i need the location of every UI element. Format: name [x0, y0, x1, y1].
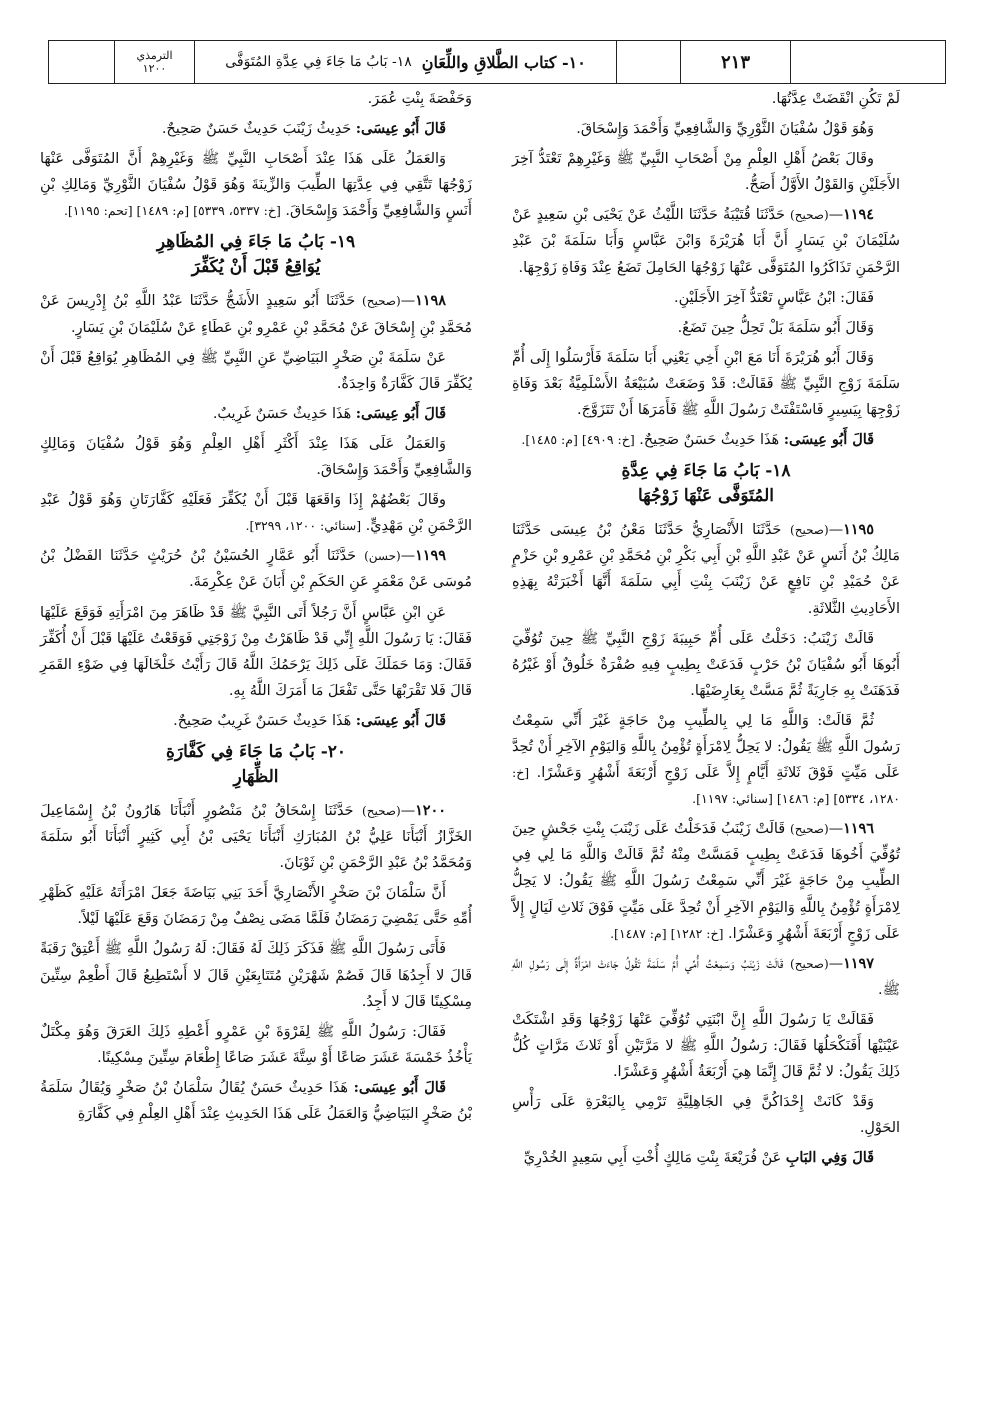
hadith-text: حَدَّثَنَا أَبُو سَعِيدٍ الأَشَجُّ حَدَّثَنَا عَبْدُ اللَّهِ بْنُ إِدْرِيسَ عَنْ مُحَمَّدِ بْنِ إِسْحَاقَ عَنْ مُحَمَّدِ بْنِ عَمْرِو بْنِ عَطَاءٍ عَنْ سُلَيْمَانَ بْنِ يَسَارٍ. [40, 293, 472, 336]
chapter-heading-line: يُوَاقِعُ قَبْلَ أَنْ يُكَفِّرَ [191, 257, 321, 278]
abu-isa-label: قَالَ أَبُو عِيسَى: [355, 120, 446, 138]
grading-text: حَدِيثُ زَيْنَبَ حَدِيثٌ حَسَنٌ صَحِيحٌ. [161, 121, 356, 138]
hadith-number: ١١٩٥ [843, 521, 874, 539]
hadith-text: حَدَّثَنَا الأَنْصَارِيُّ حَدَّثَنَا مَعْنُ بْنُ عِيسَى حَدَّثَنَا مَالِكُ بْنُ أَنَسٍ عَنْ عَبْدِ اللَّهِ بْنِ أَبِي بَكْرِ بْنِ مُحَمَّدِ بْنِ عَمْرِو بْنِ حَزْمٍ عَنْ حُمَيْدِ بْنِ نَافِعٍ عَنْ زَيْنَبَ بِنْتِ أَبِي سَلَمَةَ أَنَّهَا أَخْبَرَتْهُ بِهَذِهِ الأَحَادِيثِ الثَّلاثَةِ. [512, 522, 900, 617]
hadith-number: ١١٩٨ [415, 292, 446, 310]
page-number: ٢١٣ [681, 41, 791, 83]
paragraph: فَأَتَى رَسُولَ اللَّهِ ﷺ فَذَكَرَ ذَلِكَ لَهُ فَقَالَ: لَهُ رَسُولُ اللَّهِ ﷺ أَعْتِقْ رَقَبَةً قَالَ لا أَجِدُهَا قَالَ فَصُمْ شَهْرَيْنِ مُتَتَابِعَيْنِ قَالَ لا أَسْتَطِيعُ قَالَ أَطْعِمْ سِتِّينَ مِسْكِينًا قَالَ لا أَجِدُ. [40, 941, 472, 1010]
paragraph: لَمْ تَكُنِ انْقَضَتْ عِدَّتُهَا. [771, 91, 900, 107]
paragraph-text: وقَالَ بَعْضُهُمْ إِذَا وَاقَعَهَا قَبْلَ أَنْ يُكَفِّرَ فَعَلَيْهِ كَفَّارَتَانِ وَهُوَ قَوْلُ عَبْدِ الرَّحْمَنِ بْنِ مَهْدِيٍّ. [40, 492, 472, 535]
hadith-text: قَالَتْ زَيْنَبُ وَسَمِعْتُ أُمِّي أُمَّ سَلَمَةَ تَقُولُ جَاءَتْ امْرَأَةٌ إِلَى رَسُولِ اللَّهِ ﷺ. [512, 955, 900, 998]
right-column [512, 86, 900, 1175]
paragraph: عَنِ ابْنِ عَبَّاسٍ أَنَّ رَجُلاً أَتَى النَّبِيَّ ﷺ قَدْ ظَاهَرَ مِنَ امْرَأَتِهِ فَوَقَعَ عَلَيْهَا فَقَالَ: يَا رَسُولَ اللَّهِ إِنِّي قَدْ ظَاهَرْتُ مِنْ زَوْجَتِي فَوَقَعْتُ عَلَيْهَا قَبْلَ أَنْ أُكَفِّرَ فَقَالَ: وَمَا حَمَلَكَ عَلَى ذَلِكَ يَرْحَمُكَ اللَّهُ قَالَ رَأَيْتُ خَلْخَالَهَا فِي ضَوْءِ القَمَرِ قَالَ فَلا تَقْرَبْهَا حَتَّى تَفْعَلَ مَا أَمَرَكَ اللَّهُ بِهِ. [40, 604, 472, 699]
chapter-heading-line: ٢٠- بَابُ مَا جَاءَ فِي كَفَّارَةِ [165, 741, 347, 762]
paragraph: وَقَالَ أَبُو سَلَمَةَ بَلْ تَحِلُّ حِينَ تَضَعُ. [677, 319, 874, 336]
hadith-grade: (صحيح) [790, 822, 829, 837]
hadith-1196: ١١٩٦—(صحيح) قَالَتْ زَيْنَبُ فَدَخَلْتُ عَلَى زَيْنَبَ بِنْتِ جَحْشٍ حِينَ تُوُفِّيَ أَخُوهَا فَدَعَتْ بِطِيبٍ فَمَسَّتْ مِنْهُ ثُمَّ قَالَتْ وَاللَّهِ مَا لِي فِي الطِّيبِ مِنْ حَاجَةٍ غَيْرَ أَنِّي سَمِعْتُ رَسُولَ اللَّهِ ﷺ يَقُولُ: لا يَحِلُّ لِامْرَأَةٍ تُؤْمِنُ بِاللَّهِ وَاليَوْمِ الآخِرِ أَنْ تُحِدَّ عَلَى مَيِّتٍ فَوْقَ ثَلاثِ لَيَالٍ إِلاَّ عَلَى زَوْجٍ أَرْبَعَةَ أَشْهُرٍ وَعَشْرًا. [خ: ١٢٨٢] [م: ١٤٨٧]. [512, 820, 900, 942]
abu-isa-label: قَالَ أَبُو عِيسَى: [353, 1078, 446, 1096]
grading-text: هَذَا حَدِيثٌ حَسَنٌ غَرِيبٌ. [212, 405, 356, 422]
header-title-cell [195, 41, 617, 83]
hadith-1197: ١١٩٧—(صحيح) قَالَتْ زَيْنَبُ وَسَمِعْتُ أُمِّي أُمَّ سَلَمَةَ تَقُولُ جَاءَتْ امْرَأَةٌ إِلَى رَسُولِ اللَّهِ ﷺ. [512, 954, 900, 998]
hadith-text: حَدَّثَنَا قُتَيْبَةُ حَدَّثَنَا اللَّيْثُ عَنْ يَحْيَى بْنِ سَعِيدٍ عَنْ سُلَيْمَانَ بْنِ يَسَارٍ أَنَّ أَبَا هُرَيْرَةَ وَابْنَ عَبَّاسٍ وَأَبَا سَلَمَةَ بْنَ عَبْدِ الرَّحْمَنِ تَذَاكَرُوا المُتَوَفَّى عَنْهَا زَوْجُهَا الحَامِلَ تَضَعُ عِنْدَ وَفَاةِ زَوْجِهَا. [512, 207, 900, 276]
hadith-1199: ١١٩٩—(حسن) حَدَّثَنَا أَبُو عَمَّارٍ الحُسَيْنُ بْنُ حُرَيْثٍ حَدَّثَنَا الفَضْلُ بْنُ مُوسَى عَنْ مَعْمَرٍ عَنِ الحَكَمِ بْنِ أَبَانَ عَنْ عِكْرِمَةَ. [40, 547, 472, 591]
paragraph: عَنْ سَلَمَةَ بْنِ صَخْرٍ البَيَاضِيِّ عَنِ النَّبِيِّ ﷺ فِي المُظَاهِرِ يُوَاقِعُ قَبْلَ أَنْ يُكَفِّرَ قَالَ كَفَّارَةٌ وَاحِدَةٌ. [40, 349, 472, 392]
hadith-1195: ١١٩٥—(صحيح) حَدَّثَنَا الأَنْصَارِيُّ حَدَّثَنَا مَعْنُ بْنُ عِيسَى حَدَّثَنَا مَالِكُ بْنُ أَنَسٍ عَنْ عَبْدِ اللَّهِ بْنِ أَبِي بَكْرِ بْنِ مُحَمَّدِ بْنِ عَمْرِو بْنِ حَزْمٍ عَنْ حُمَيْدِ بْنِ نَافِعٍ عَنْ زَيْنَبَ بِنْتِ أَبِي سَلَمَةَ أَنَّهَا أَخْبَرَتْهُ بِهَذِهِ الأَحَادِيثِ الثَّلاثَةِ. [512, 521, 900, 617]
chapter-heading-19 [40, 230, 472, 280]
paragraph: وَقَدْ كَانَتْ إِحْدَاكُنَّ فِي الجَاهِلِيَّةِ تَرْمِي بِالبَعْرَةِ عَلَى رَأْسِ الحَوْلِ. [512, 1094, 900, 1137]
hadith-grade: (حسن) [364, 549, 401, 564]
paragraph [40, 487, 472, 539]
chapter-heading-20 [40, 740, 472, 790]
hadith-1194: ١١٩٤—(صحيح) حَدَّثَنَا قُتَيْبَةُ حَدَّثَنَا اللَّيْثُ عَنْ يَحْيَى بْنِ سَعِيدٍ عَنْ سُلَيْمَانَ بْنِ يَسَارٍ أَنَّ أَبَا هُرَيْرَةَ وَابْنَ عَبَّاسٍ وَأَبَا سَلَمَةَ بْنَ عَبْدِ الرَّحْمَنِ تَذَاكَرُوا المُتَوَفَّى عَنْهَا زَوْجُهَا الحَامِلَ تَضَعُ عِنْدَ وَفَاةِ زَوْجِهَا. [512, 206, 900, 276]
hadith-text: حَدَّثَنَا إِسْحَاقُ بْنُ مَنْصُورٍ أَنْبَأَنَا هَارُونُ بْنُ إِسْمَاعِيلَ الخَزَّازُ أَنْبَأَنَا عَلِيُّ بْنُ المُبَارَكِ أَنْبَأَنَا يَحْيَى بْنُ أَبِي كَثِيرٍ أَنْبَأَنَا أَبُو سَلَمَةَ وَمُحَمَّدُ بْنُ عَبْدِ الرَّحْمَنِ بْنِ ثَوْبَانَ. [40, 802, 472, 872]
fil-bab-label: قَالَ وَفِي البَابِ [785, 1149, 874, 1167]
book-title: ١٠- كتاب الطَّلاقِ واللِّعَانِ [421, 52, 586, 72]
hadith-number: ١٢٠٠ [415, 801, 446, 819]
paragraph: وَحَفْصَةَ بِنْتِ عُمَرَ. [367, 91, 472, 107]
hadith-grade: (صحيح) [790, 956, 829, 971]
header-empty-cell [617, 41, 681, 83]
grading-text: هَذَا حَدِيثٌ حَسَنٌ صَحِيحٌ. [639, 432, 784, 449]
header-empty-cell [49, 41, 115, 83]
grading-text: هَذَا حَدِيثٌ حَسَنٌ غَرِيبٌ صَحِيحٌ. [173, 712, 356, 729]
hadith-number: ١١٩٧ [843, 954, 874, 972]
reference: [سنائي: ١٢٠٠، ٣٢٩٩]. [245, 518, 362, 534]
hadith-grade: (صحيح) [790, 523, 829, 538]
paragraph [40, 1075, 472, 1127]
abu-isa-label: قَالَ أَبُو عِيسَى: [355, 711, 446, 729]
hadith-grade: (صحيح) [362, 803, 401, 818]
paragraph [40, 708, 472, 734]
hadith-grade: (صحيح) [362, 294, 401, 309]
paragraph: فَقَالَ: رَسُولُ اللَّهِ ﷺ لِفَرْوَةَ بْنِ عَمْرٍو أَعْطِهِ ذَلِكَ العَرَقَ وَهُوَ مِكْتَلٌ يَأْخُذُ خَمْسَةَ عَشَرَ صَاعًا أَوْ سِتَّةَ عَشَرَ صَاعًا إِطْعَامَ سِتِّينَ مِسْكِينًا. [40, 1023, 472, 1066]
hadith-number: ١١٩٩ [415, 547, 446, 565]
chapter-heading-18 [512, 459, 900, 509]
paragraph-text: وَالعَمَلُ عَلَى هَذَا عِنْدَ أَصْحَابِ النَّبِيِّ ﷺ وَغَيْرِهِمْ أَنَّ المُتَوَفَّى عَنْهَا زَوْجُهَا تَتَّقِي فِي عِدَّتِهَا الطِّيبَ وَالزِّينَةَ وَهُوَ قَوْلُ سُفْيَانَ الثَّوْرِيِّ وَمَالِكِ بْنِ أَنَسٍ وَالشَّافِعِيِّ وَأَحْمَدَ وَإِسْحَاقَ. [40, 151, 472, 220]
left-column [40, 86, 472, 1131]
paragraph [512, 1145, 900, 1171]
paragraph [512, 708, 900, 812]
paragraph: فَقَالَتْ يَا رَسُولَ اللَّهِ إِنَّ ابْنَتِي تُوُفِّيَ عَنْهَا زَوْجُهَا وَقَدِ اشْتَكَتْ عَيْنَيْهَا أَفَنَكْحَلُهَا فَقَالَ: رَسُولُ اللَّهِ ﷺ لا مَرَّتَيْنِ أَوْ ثَلاثَ مَرَّاتٍ كُلُّ ذَلِكَ يَقُولُ: لا ثُمَّ قَالَ إِنَّمَا هِيَ أَرْبَعَةُ أَشْهُرٍ وَعَشْرًا. [512, 1011, 900, 1081]
header-empty-cell [791, 41, 945, 83]
paragraph: فَقَالَ: ابْنُ عَبَّاسٍ تَعْتَدُّ آخِرَ الأَجَلَيْنِ. [674, 289, 874, 306]
hadith-text: حَدَّثَنَا أَبُو عَمَّارٍ الحُسَيْنُ بْنُ حُرَيْثٍ حَدَّثَنَا الفَضْلُ بْنُ مُوسَى عَنْ مَعْمَرٍ عَنِ الحَكَمِ بْنِ أَبَانَ عَنْ عِكْرِمَةَ. [40, 548, 472, 591]
paragraph: وقَالَ بَعْضُ أَهْلِ العِلْمِ مِنْ أَصْحَابِ النَّبِيِّ ﷺ وَغَيْرِهِمْ تَعْتَدُّ آخِرَ الأَجَلَيْنِ وَالقَوْلُ الأَوَّلُ أَصَحُّ. [512, 151, 900, 194]
reference: [خ: ١٢٨٢] [م: ١٤٨٧]. [610, 925, 724, 941]
paragraph: وَقَالَ أَبُو هُرَيْرَةَ أَنَا مَعَ ابْنِ أَخِي يَعْنِي أَبَا سَلَمَةَ فَأَرْسَلُوا إِلَى أُمِّ سَلَمَةَ زَوْجِ النَّبِيِّ ﷺ فَقَالَتْ: قَدْ وَضَعَتْ سُبَيْعَةُ الأَسْلَمِيَّةُ بَعْدَ وَفَاةِ زَوْجِهَا بِيَسِيرٍ فَاسْتَفْتَتْ رَسُولَ اللَّهِ ﷺ فَأَمَرَهَا أَنْ تَتَزَوَّجَ. [512, 349, 900, 419]
reference: [خ: ٥٣٣٧، ٥٣٣٩] [م: ١٤٨٩] [تحم: ١١٩٥]. [63, 203, 281, 219]
paragraph: وَهُوَ قَوْلُ سُفْيَانَ الثَّوْرِيِّ وَالشَّافِعِيِّ وَأَحْمَدَ وَإِسْحَاقَ. [576, 121, 874, 138]
abu-isa-label: قَالَ أَبُو عِيسَى: [783, 431, 874, 449]
paragraph: أَنَّ سَلْمَانَ بْنَ صَخْرٍ الأَنْصَارِيَّ أَحَدَ بَنِي بَيَاضَةَ جَعَلَ امْرَأَتَهُ عَلَيْهِ كَظَهْرِ أُمِّهِ حَتَّى يَمْضِيَ رَمَضَانُ فَلَمَّا مَضَى نِصْفٌ مِنْ رَمَضَانَ وَقَعَ عَلَيْهَا لَيْلاً. [40, 885, 472, 928]
paragraph [40, 146, 472, 224]
paragraph [512, 427, 900, 453]
chapter-heading-line: الظِّهَارِ [233, 766, 279, 787]
chapter-title: ١٨- بَابُ مَا جَاءَ فِي عِدَّةِ المُتَوَفَّى [225, 54, 412, 70]
chapter-heading-line: ١٩- بَابُ مَا جَاءَ فِي المُظَاهِرِ [156, 232, 356, 253]
hadith-1200: ١٢٠٠—(صحيح) حَدَّثَنَا إِسْحَاقُ بْنُ مَنْصُورٍ أَنْبَأَنَا هَارُونُ بْنُ إِسْمَاعِيلَ الخَزَّازُ أَنْبَأَنَا عَلِيُّ بْنُ المُبَارَكِ أَنْبَأَنَا يَحْيَى بْنُ أَبِي كَثِيرٍ أَنْبَأَنَا أَبُو سَلَمَةَ وَمُحَمَّدُ بْنُ عَبْدِ الرَّحْمَنِ بْنِ ثَوْبَانَ. [40, 801, 472, 872]
hadith-grade: (صحيح) [790, 208, 829, 223]
hadith-number: ١١٩٦ [843, 820, 874, 838]
chapter-heading-line: المُتَوَفَّى عَنْهَا زَوْجُهَا [637, 486, 774, 507]
chapter-heading-line: ١٨- بَابُ مَا جَاءَ فِي عِدَّةِ [621, 461, 791, 482]
hadith-text: قَالَتْ زَيْنَبُ فَدَخَلْتُ عَلَى زَيْنَبَ بِنْتِ جَحْشٍ حِينَ تُوُفِّيَ أَخُوهَا فَدَعَتْ بِطِيبٍ فَمَسَّتْ مِنْهُ ثُمَّ قَالَتْ وَاللَّهِ مَا لِي فِي الطِّيبِ مِنْ حَاجَةٍ غَيْرَ أَنِّي سَمِعْتُ رَسُولَ اللَّهِ ﷺ يَقُولُ: لا يَحِلُّ لِامْرَأَةٍ تُؤْمِنُ بِاللَّهِ وَاليَوْمِ الآخِرِ أَنْ تُحِدَّ عَلَى مَيِّتٍ فَوْقَ ثَلاثِ لَيَالٍ إِلاَّ عَلَى زَوْجٍ أَرْبَعَةَ أَشْهُرٍ وَعَشْرًا. [512, 821, 900, 942]
abu-isa-label: قَالَ أَبُو عِيسَى: [355, 404, 446, 422]
running-header [48, 40, 946, 84]
paragraph [40, 116, 472, 142]
paragraph-text: عَنْ فُرَيْعَةَ بِنْتِ مَالِكٍ أُخْتِ أَبِي سَعِيدٍ الخُدْرِيِّ [523, 1150, 786, 1167]
paragraph [40, 401, 472, 427]
paragraph-text: هَذَا حَدِيثٌ حَسَنٌ يُقَالُ سَلْمَانُ بْنُ صَخْرٍ وَيُقَالُ سَلَمَةُ بْنُ صَخْرٍ البَيَاضِيُّ وَالعَمَلُ عَلَى هَذَا الحَدِيثِ عِنْدَ أَهْلِ العِلْمِ فِي كَفَّارَةِ [40, 1079, 472, 1122]
header-source-cell [115, 41, 195, 83]
paragraph-text: ثُمَّ قَالَتْ: وَاللَّهِ مَا لِي بِالطِّيبِ مِنْ حَاجَةٍ غَيْرَ أَنِّي سَمِعْتُ رَسُولَ اللَّهِ ﷺ يَقُولُ: لا يَحِلُّ لِامْرَأَةٍ تُؤْمِنُ بِاللَّهِ وَاليَوْمِ الآخِرِ أَنْ تُحِدَّ عَلَى مَيِّتٍ فَوْقَ ثَلاثَةِ أَيَّامٍ إِلاَّ عَلَى زَوْجٍ أَرْبَعَةَ أَشْهُرٍ وَعَشْرًا. [512, 712, 901, 782]
hadith-1198: ١١٩٨—(صحيح) حَدَّثَنَا أَبُو سَعِيدٍ الأَشَجُّ حَدَّثَنَا عَبْدُ اللَّهِ بْنُ إِدْرِيسَ عَنْ مُحَمَّدِ بْنِ إِسْحَاقَ عَنْ مُحَمَّدِ بْنِ عَمْرِو بْنِ عَطَاءٍ عَنْ سُلَيْمَانَ بْنِ يَسَارٍ. [40, 292, 472, 336]
paragraph: وَالعَمَلُ عَلَى هَذَا عِنْدَ أَكْثَرِ أَهْلِ العِلْمِ وَهُوَ قَوْلُ سُفْيَانَ وَمَالِكٍ وَالشَّافِعِيِّ وَأَحْمَدَ وَإِسْحَاقَ. [40, 435, 472, 479]
reference: [خ: ١٢٨٠، ٥٣٣٤] [م: ١٤٨٦] [سنائي: ١١٩٧]. [512, 765, 900, 807]
reference: [خ: ٤٩٠٩] [م: ١٤٨٥]. [521, 432, 635, 448]
source-number: ١٢٠٠ [142, 62, 167, 75]
source-name: الترمذي [136, 48, 173, 62]
hadith-number: ١١٩٤ [843, 206, 874, 224]
paragraph: قَالَتْ زَيْنَبُ: دَخَلْتُ عَلَى أُمِّ حَبِيبَةَ زَوْجِ النَّبِيِّ ﷺ حِينَ تُوُفِّيَ أَبُوهَا أَبُو سُفْيَانَ بْنُ حَرْبٍ فَدَعَتْ بِطِيبٍ فِيهِ صُفْرَةٌ خَلُوقٌ أَوْ غَيْرُهُ فَدَهَنَتْ بِهِ جَارِيَةً ثُمَّ مَسَّتْ بِعَارِضَيْهَا. [512, 630, 900, 699]
